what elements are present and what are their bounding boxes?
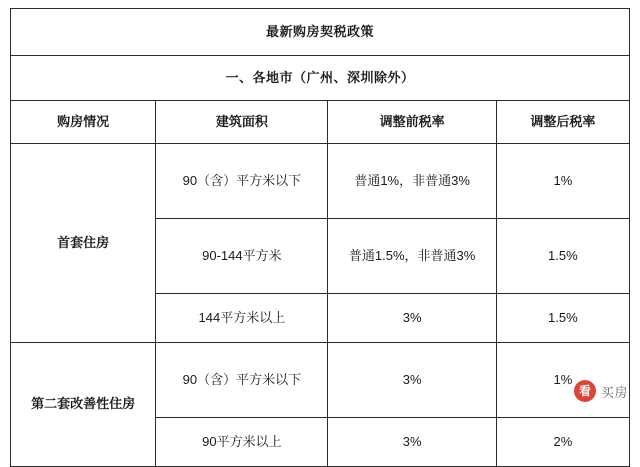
cell-rate-before: 3% [328, 294, 496, 343]
cell-rate-before: 普通1.5%，非普通3% [328, 219, 496, 294]
region-note: 一、各地市（广州、深圳除外） [11, 56, 630, 101]
cell-area: 90平方米以上 [156, 418, 328, 467]
table-title-row [11, 9, 630, 56]
table-row [11, 343, 630, 418]
watermark-logo-icon: 看 [574, 380, 596, 402]
cell-rate-after: 1.5% [496, 294, 629, 343]
cell-area: 144平方米以上 [156, 294, 328, 343]
table-region-row [11, 56, 630, 101]
watermark [574, 380, 628, 402]
column-header-rate-before: 调整前税率 [328, 101, 496, 144]
cell-rate-before: 3% [328, 343, 496, 418]
cell-rate-after: 1% [496, 144, 629, 219]
cell-rate-after: 1% [496, 343, 629, 418]
cell-area: 90-144平方米 [156, 219, 328, 294]
group-label-second-home: 第二套改善性住房 [11, 343, 156, 467]
table-row [11, 144, 630, 219]
page-title: 最新购房契税政策 [11, 9, 630, 56]
table-header-row [11, 101, 630, 144]
column-header-situation: 购房情况 [11, 101, 156, 144]
column-header-area: 建筑面积 [156, 101, 328, 144]
watermark-label: 买房 [600, 384, 628, 400]
column-header-rate-after: 调整后税率 [496, 101, 629, 144]
cell-rate-before: 普通1%，非普通3% [328, 144, 496, 219]
tax-policy-table [10, 8, 630, 467]
cell-rate-after: 2% [496, 418, 629, 467]
group-label-first-home: 首套住房 [11, 144, 156, 343]
cell-rate-after: 1.5% [496, 219, 629, 294]
cell-area: 90（含）平方米以下 [156, 343, 328, 418]
cell-area: 90（含）平方米以下 [156, 144, 328, 219]
cell-rate-before: 3% [328, 418, 496, 467]
